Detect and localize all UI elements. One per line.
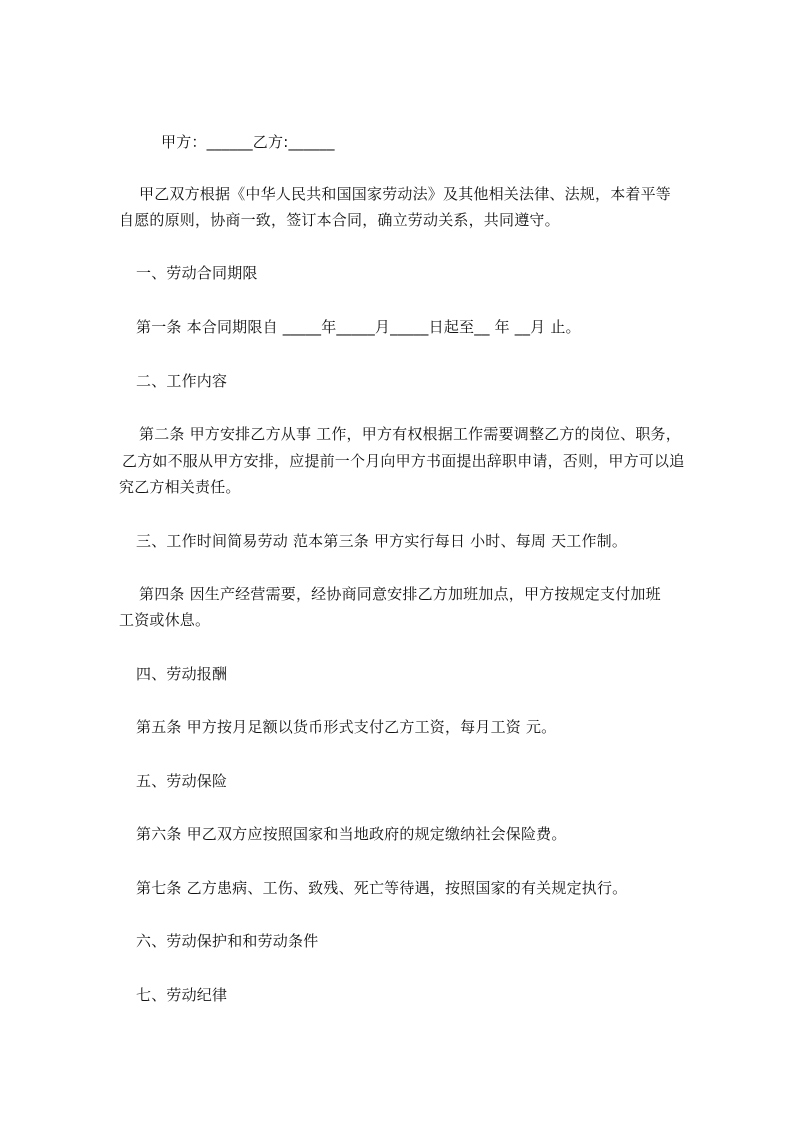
article-2-line-1: 第二条 甲方安排乙方从事 工作，甲方有权根据工作需要调整乙方的岗位、职务， [139,425,681,443]
article-4-line-2: 工资或休息。 [119,611,211,629]
article-2-line-2: 乙方如不服从甲方安排，应提前一个月向甲方书面提出辞职申请，否则，甲方可以追 [122,452,685,470]
article-7: 第七条 乙方患病、工伤、致残、死亡等待遇，按照国家的有关规定执行。 [136,879,628,897]
article-6: 第六条 甲乙双方应按照国家和当地政府的规定缴纳社会保险费。 [136,825,567,843]
intro-line-1: 甲乙双方根据《中华人民共和国国家劳动法》及其他相关法律、法规，本着平等 [139,185,672,203]
article-5: 第五条 甲方按月足额以货币形式支付乙方工资，每月工资 元。 [136,718,557,736]
intro-line-2: 自愿的原则，协商一致，签订本合同，确立劳动关系，共同遵守。 [119,211,560,229]
article-1: 第一条 本合同期限自 _____年_____月_____日起至__ 年 __月 止。 [136,318,581,336]
article-4-line-1: 第四条 因生产经营需要，经协商同意安排乙方加班加点，甲方按规定支付加班 [139,585,661,603]
parties-line: 甲方：______乙方:______ [161,133,335,151]
section-heading-term: 一、劳动合同期限 [136,264,258,282]
section-heading-work-content: 二、工作内容 [136,372,228,390]
section-heading-labor-protection: 六、劳动保护和和劳动条件 [136,932,319,950]
section-heading-remuneration: 四、劳动报酬 [136,665,228,683]
section-heading-insurance: 五、劳动保险 [136,772,228,790]
section-heading-work-hours: 三、工作时间简易劳动 范本第三条 甲方实行每日 小时、每周 天工作制。 [136,532,628,550]
article-2-line-3: 究乙方相关责任。 [119,478,241,496]
section-heading-labor-discipline: 七、劳动纪律 [136,986,228,1004]
